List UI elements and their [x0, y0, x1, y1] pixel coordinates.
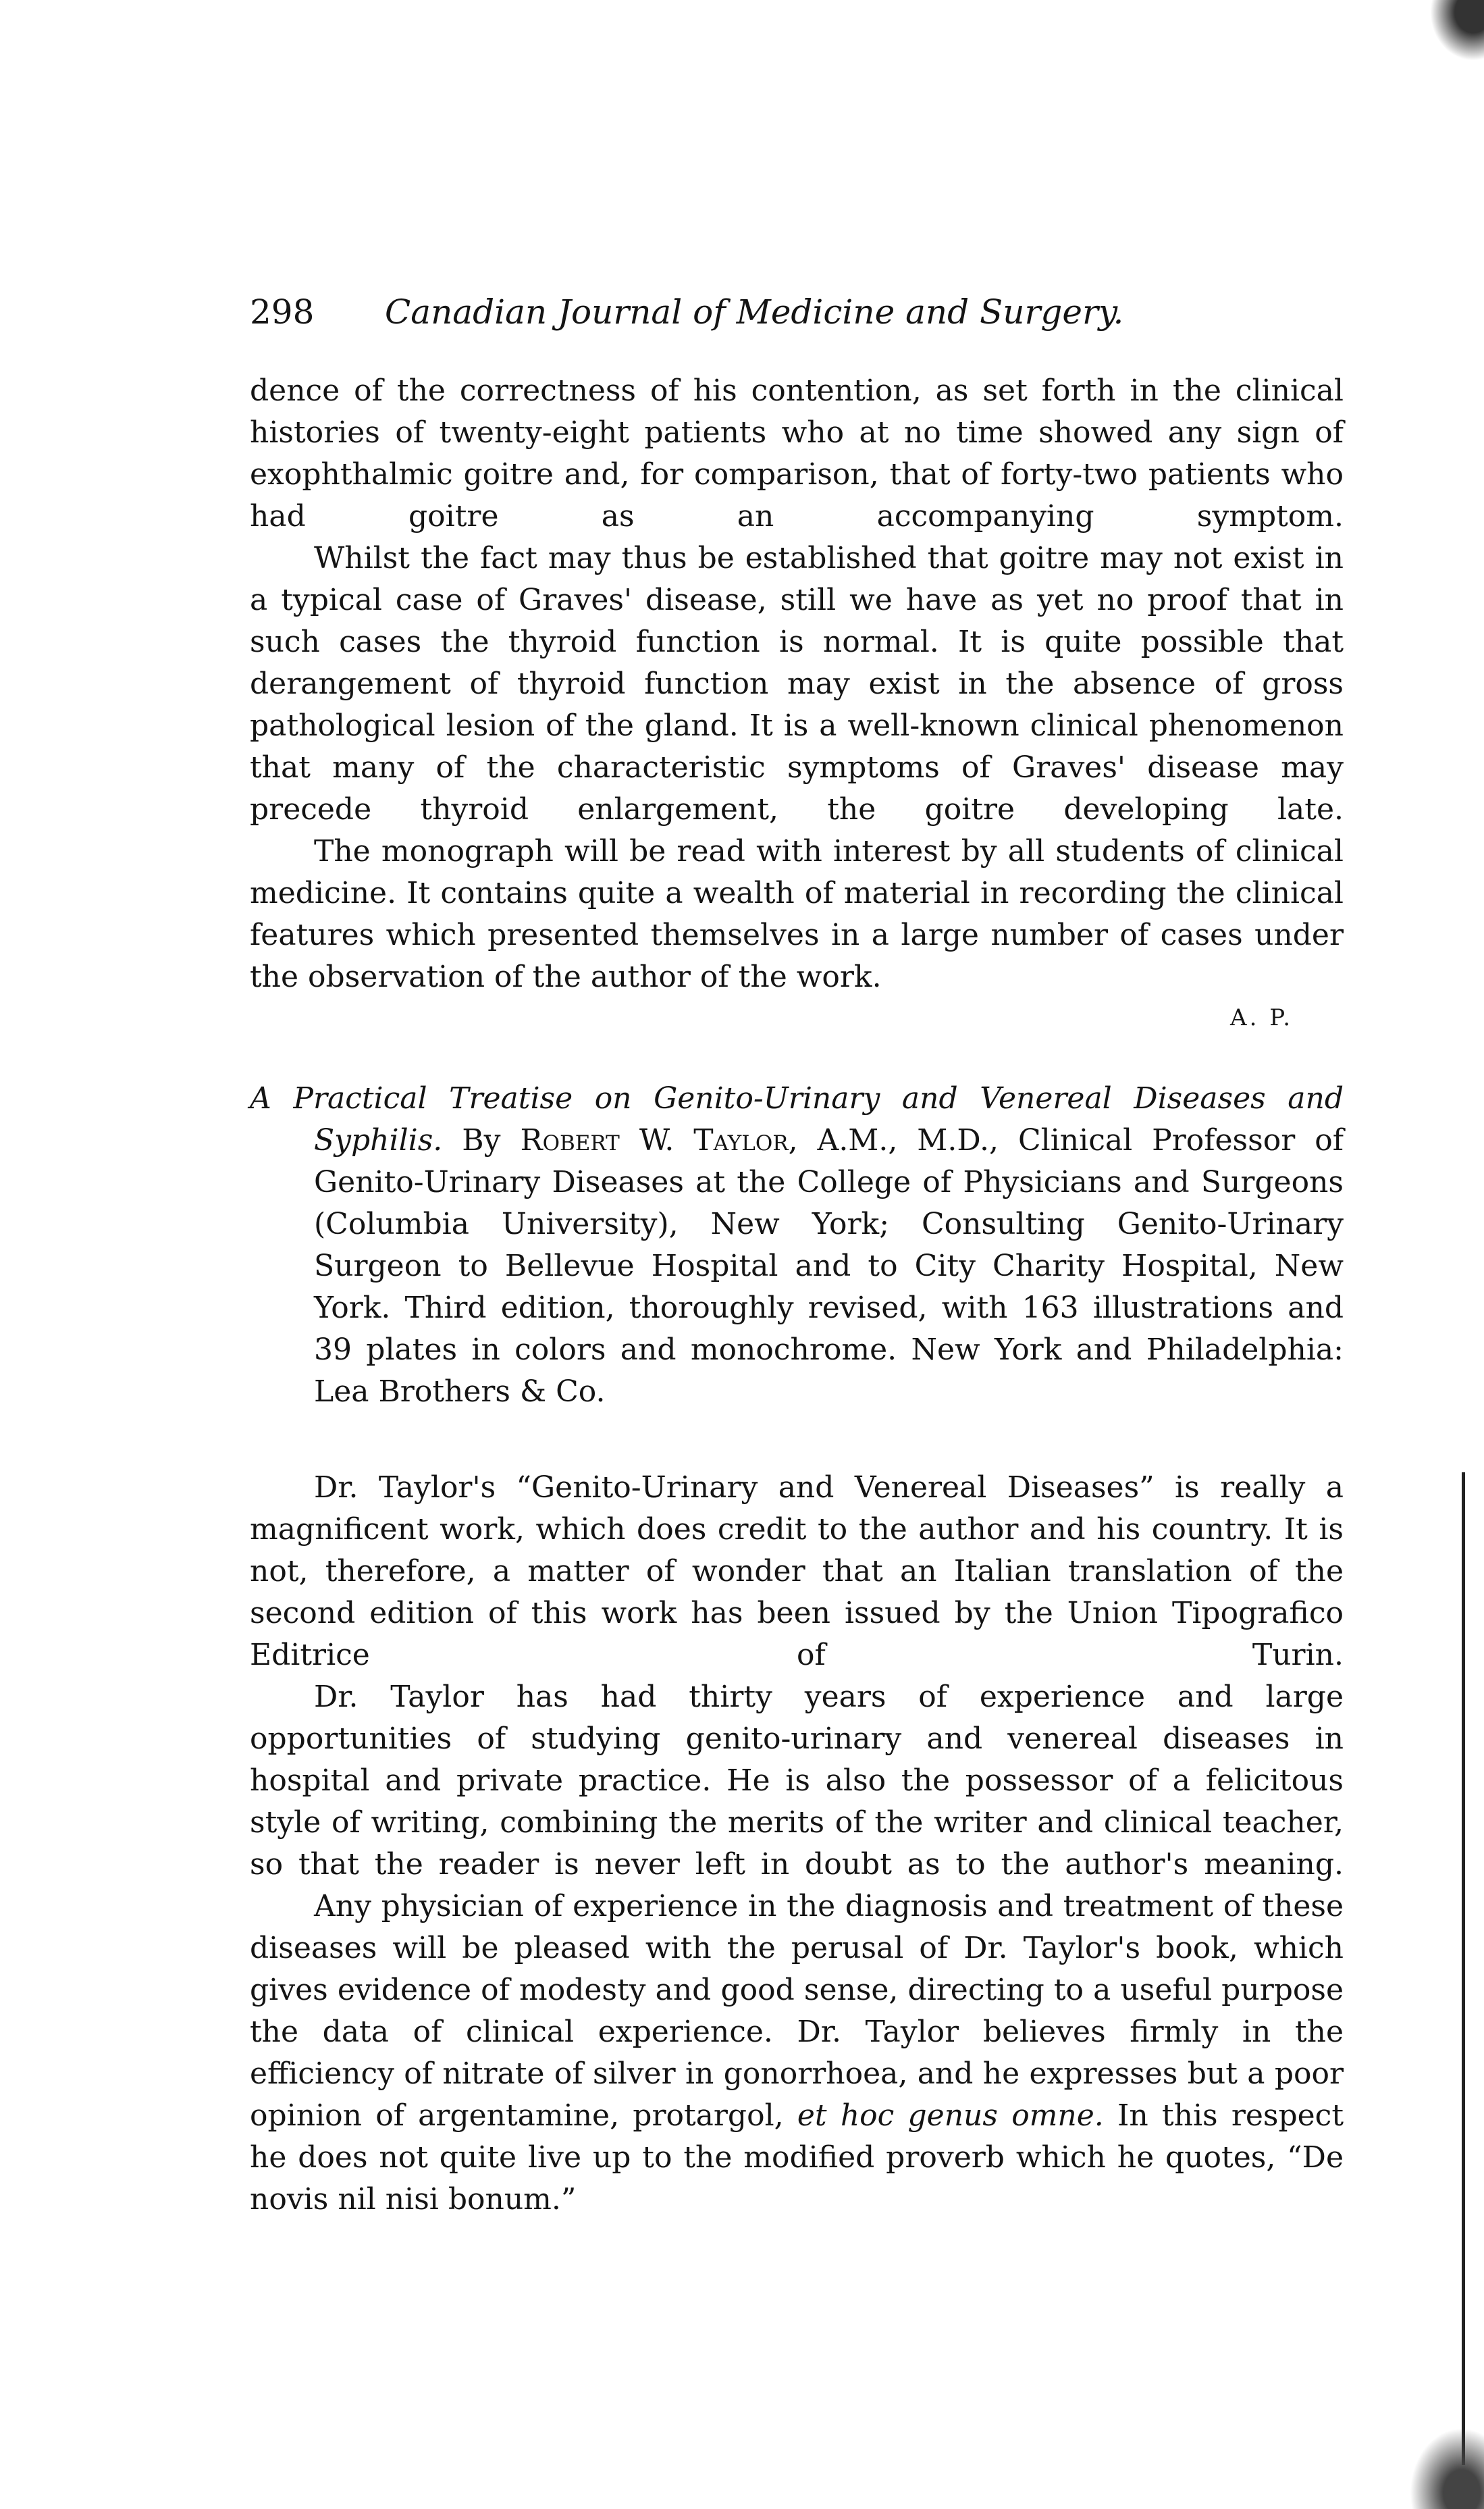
running-head	[250, 292, 1303, 332]
book-entry	[250, 1078, 1344, 1413]
book-citation	[250, 1078, 1344, 1413]
page-number: 298	[250, 292, 315, 332]
paragraph: Whilst the fact may thus be established that goitre may not exist in a typical case of Graves' disease, still we have as yet no proof that in such cases the thyroid function is normal. It is quite possible that derangement of thyroid function may exist in the absence of gross pathological lesion of the gland. It is a well-known clinical phenomenon that many of the characteristic symptoms of Graves' disease may precede thyroid enlargement, the goitre developing late.	[250, 541, 1344, 827]
paragraph	[250, 1886, 1344, 2221]
scan-artifact	[1430, 0, 1484, 61]
reviewer-initials: A. P.	[1230, 1004, 1293, 1031]
book-author: Robert W. Taylor	[520, 1123, 789, 1158]
paragraph: Dr. Taylor has had thirty years of experience and large opportunities of studying genito-urinary and venereal diseases in hospital and private practice. He is also the possessor of a felicitous style of writing, combining the merits of the writer and clinical teacher, so that the reader is never left in doubt as to the author's meaning.	[250, 1680, 1344, 1882]
latin-phrase: et hoc genus omne.	[797, 2098, 1104, 2133]
book-title: A Practical Treatise on Genito-Urinary and Venereal Diseases and Syphilis.	[250, 1081, 1344, 1158]
book-by: By	[462, 1123, 501, 1158]
paragraph-text: Any physician of experience in the diagnosis and treatment of these diseases will be pleased with the perusal of Dr. Taylor's book, which gives evidence of modesty and good sense, directing to a useful purpose the data of clinical experience. Dr. Taylor believes firmly in the efficiency of nitrate of silver in gonorrhoea, and he expresses but a poor opinion of argentamine, protargol,	[250, 1889, 1344, 2133]
paragraph: The monograph will be read with interest by all students of clinical medicine. It contains quite a wealth of material in recording the clinical features which presented themselves in a large number of cases under the observation of the author of the work.	[250, 834, 1344, 994]
journal-title: Canadian Journal of Medicine and Surgery.	[385, 292, 1124, 332]
review-taylor	[250, 1467, 1344, 2221]
paragraph: Dr. Taylor's “Genito-Urinary and Venereal Diseases” is really a magnificent work, which does credit to the author and his country. It is not, therefore, a matter of wonder that an Italian translation of the second edition of this work has been issued by the Union Tipografico Editrice of Turin.	[250, 1470, 1344, 1672]
margin-rule	[1462, 1472, 1465, 2465]
paragraph-text: In this respect he does not quite live up to the modified proverb which he quotes, “De novis nil nisi bonum.”	[250, 2098, 1344, 2217]
paragraph: dence of the correctness of his contention, as set forth in the clinical histories of twenty-eight patients who at no time showed any sign of exophthalmic goitre and, for comparison, that of forty-two patients who had goitre as an accompanying symptom.	[250, 373, 1344, 534]
scan-artifact	[1410, 2428, 1484, 2509]
book-details: , A.M., M.D., Clinical Professor of Genito-Urinary Diseases at the College of Physicians and Surgeons (Columbia University), New York; Consulting Genito-Urinary Surgeon to Bellevue Hospital and to City Charity Hospital, New York. Third edition, thoroughly revised, with 163 illustrations and 39 plates in colors and monochrome. New York and Philadelphia: Lea Brothers & Co.	[314, 1123, 1344, 1409]
review-graves-continued	[250, 370, 1344, 1037]
